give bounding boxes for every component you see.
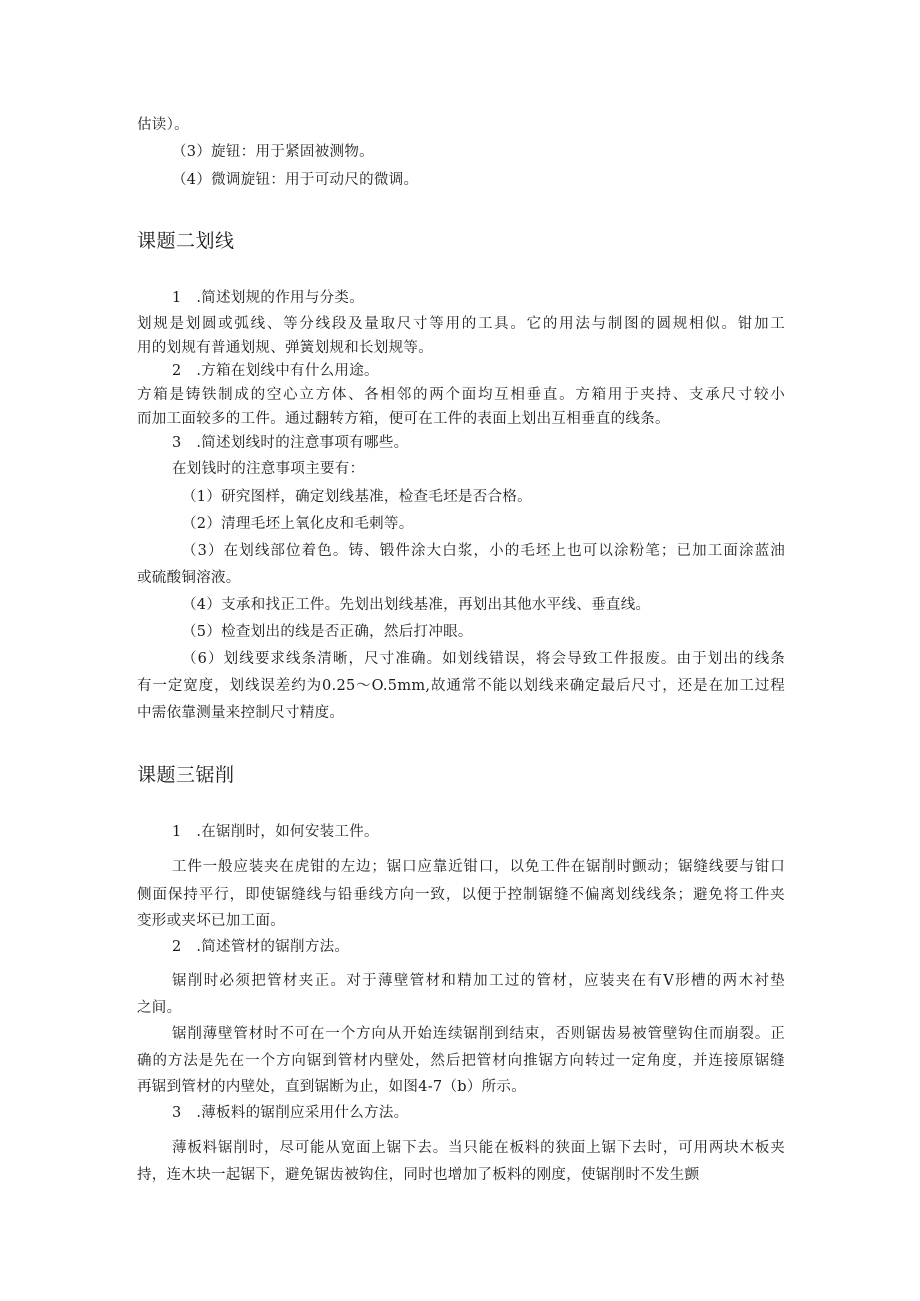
paragraph-line: 工件一般应装夹在虎钳的左边；锯口应靠近钳口，以免工件在锯削时颤动；锯缝线要与钳口 (172, 859, 785, 875)
list-item: （3）旋钮：用于紧固被测物。 (172, 144, 374, 160)
question: 3 .简述划线时的注意事项有哪些。 (172, 435, 409, 451)
question: 2 .方箱在划线中有什么用途。 (172, 363, 379, 379)
list-item: （4）微调旋钮：用于可动尺的微调。 (172, 172, 419, 188)
paragraph-line: 再锯到管材的内壁处，直到锯断为止，如图4-7（b）所示。 (137, 1079, 527, 1095)
paragraph-line: 方箱是铸铁制成的空心立方体、各相邻的两个面均互相垂直。方箱用于夹持、支承尺寸较小 (137, 387, 785, 403)
list-item: （4）支承和找正工件。先划出划线基准，再划出其他水平线、垂直线。 (182, 597, 651, 613)
paragraph-line: 锯削时必须把管材夹正。对于薄壁管材和精加工过的管材，应装夹在有V形槽的两木衬垫 (172, 973, 785, 989)
paragraph-line: 划规是划圆或弧线、等分线段及量取尺寸等用的工具。它的用法与制图的圆规相似。钳加工 (137, 316, 785, 332)
paragraph-line: 锯削薄壁管材时不可在一个方向从开始连续锯削到结束，否则锯齿易被管壁钩住而崩裂。正 (172, 1026, 785, 1042)
paragraph-line: 变形或夹坏已加工面。 (137, 913, 285, 929)
paragraph-line: 侧面保持平行，即使锯缝线与铅垂线方向一致，以便于控制锯缝不偏离划线线条；避免将工件夹 (137, 887, 785, 903)
list-item: （1）研究图样，确定划线基准，检查毛坯是否合格。 (182, 489, 532, 505)
paragraph-line: 在划钱时的注意事项主要有： (172, 461, 365, 477)
paragraph-line: 薄板料锯削时，尽可能从宽面上锯下去。当只能在板料的狭面上锯下去时，可用两块木板夹 (172, 1140, 785, 1156)
list-item: （2）清理毛坯上氧化皮和毛刺等。 (182, 516, 414, 532)
text-line: 估读）。 (137, 117, 189, 133)
question: 1 .在锯削时，如何安装工件。 (172, 824, 379, 840)
paragraph-line: 用的划规有普通划规、弹簧划规和长划规等。 (137, 340, 433, 356)
list-item: （3）在划线部位着色。铸、锻件涂大白浆，小的毛坯上也可以涂粉笔；已加工面涂蓝油 (182, 543, 785, 559)
section-heading: 课题三锯削 (137, 764, 235, 786)
paragraph-line: 持，连木块一起锯下，避免锯齿被钩住，同时也增加了板料的刚度，使锯削时不发生颤 (137, 1167, 700, 1183)
list-item: （6）划线要求线条清晰，尺寸准确。如划线错误，将会导致工件报废。由于划出的线条 (182, 651, 785, 667)
question: 3 .薄板料的锯削应采用什么方法。 (172, 1105, 409, 1121)
paragraph-line: 中需依靠测量来控制尺寸精度。 (137, 705, 345, 721)
question: 2 .简述管材的锯削方法。 (172, 939, 350, 955)
paragraph-line: 确的方法是先在一个方向锯到管材内壁处，然后把管材向推锯方向转过一定角度，并连接原锯缝 (137, 1053, 785, 1069)
list-item: （5）检查划出的线是否正确，然后打冲眼。 (182, 624, 473, 640)
paragraph-line: 之间。 (137, 1000, 182, 1016)
paragraph-line: 有一定宽度，划线误差约为0.25〜O.5mm,故通常不能以划线来确定最后尺寸，还是在加工过程 (137, 678, 785, 694)
paragraph-line: 或硫酸铜溶液。 (137, 570, 241, 586)
question: 1 .简述划规的作用与分类。 (172, 290, 365, 306)
section-heading: 课题二划线 (137, 230, 235, 252)
paragraph-line: 而加工面较多的工件。通过翻转方箱，便可在工件的表面上划出互相垂直的线条。 (137, 411, 670, 427)
